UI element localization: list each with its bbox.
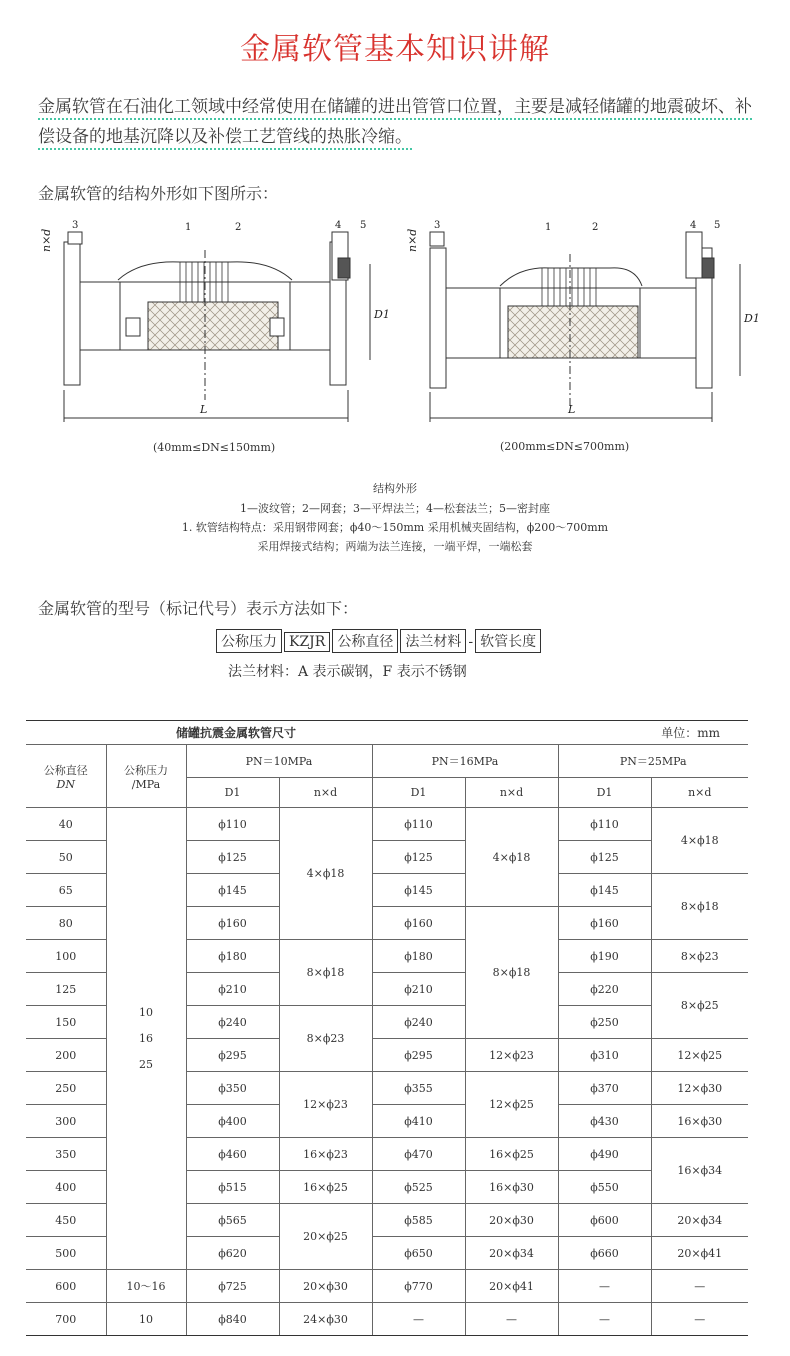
table-cell: ϕ180	[186, 940, 279, 973]
table-cell: ϕ110	[558, 808, 651, 841]
table-cell: ϕ770	[372, 1270, 465, 1303]
part-3-right: 3	[434, 220, 441, 231]
table-cell: ϕ190	[558, 940, 651, 973]
table-cell: 700	[26, 1303, 106, 1336]
left-hose-drawing	[64, 232, 370, 422]
table-cell: ϕ160	[186, 907, 279, 940]
table-cell: 200	[26, 1039, 106, 1072]
table-cell: ϕ145	[558, 874, 651, 907]
table-cell: 20×ϕ30	[465, 1204, 558, 1237]
table-cell: ϕ370	[558, 1072, 651, 1105]
structure-label: 金属软管的结构外形如下图所示：	[38, 184, 279, 203]
table-cell: ϕ180	[372, 940, 465, 973]
table-cell: 8×ϕ18	[651, 874, 748, 940]
table-cell: ϕ125	[186, 841, 279, 874]
left-range-caption: (40mm≤DN≤150mm)	[153, 441, 276, 454]
right-range-caption: (200mm≤DN≤700mm)	[500, 440, 630, 453]
table-cell: ϕ550	[558, 1171, 651, 1204]
table-cell: 20×ϕ41	[651, 1237, 748, 1270]
code-length: 软管长度	[475, 629, 541, 653]
table-cell: ϕ310	[558, 1039, 651, 1072]
header-pn: 公称压力 /MPa	[106, 745, 186, 808]
right-length-label: L	[568, 403, 576, 416]
table-cell: ϕ210	[372, 973, 465, 1006]
table-cell: 16×ϕ25	[279, 1171, 372, 1204]
page-title: 金属软管基本知识讲解	[240, 32, 550, 67]
table-cell: 150	[26, 1006, 106, 1039]
table-cell: —	[651, 1270, 748, 1303]
table-cell: ϕ110	[372, 808, 465, 841]
table-title: 储罐抗震金属软管尺寸	[176, 726, 297, 740]
right-d1-label: D1	[744, 312, 760, 325]
table-cell: 8×ϕ25	[651, 973, 748, 1039]
table-cell: ϕ250	[558, 1006, 651, 1039]
table-cell: ϕ350	[186, 1072, 279, 1105]
table-cell: 16×ϕ23	[279, 1138, 372, 1171]
table-cell: ϕ660	[558, 1237, 651, 1270]
table-cell: 16×ϕ34	[651, 1138, 748, 1204]
header-dn: 公称直径 DN	[26, 745, 106, 808]
table-cell: 10～16	[106, 1270, 186, 1303]
table-cell: ϕ410	[372, 1105, 465, 1138]
table-cell: ϕ525	[372, 1171, 465, 1204]
table-cell: ϕ620	[186, 1237, 279, 1270]
figure-caption-note1: 1. 软管结构特点：采用钢带网套；ϕ40～150mm 采用机械夹固结构，ϕ200～700mm	[181, 521, 609, 534]
table-cell: 4×ϕ18	[465, 808, 558, 907]
sub-d1: D1	[558, 778, 651, 808]
table-cell: ϕ565	[186, 1204, 279, 1237]
table-cell: —	[651, 1303, 748, 1336]
table-cell: 4×ϕ18	[279, 808, 372, 940]
sub-d1: D1	[372, 778, 465, 808]
table-cell: 8×ϕ23	[651, 940, 748, 973]
code-separator: -	[468, 634, 474, 650]
sub-nd: n×d	[279, 778, 372, 808]
pn-main: 10 16 25	[106, 808, 186, 1270]
sub-nd: n×d	[651, 778, 748, 808]
code-kzjr: KZJR	[284, 632, 330, 652]
sub-d1: D1	[186, 778, 279, 808]
table-cell: 20×ϕ34	[465, 1237, 558, 1270]
table-cell: 350	[26, 1138, 106, 1171]
table-cell: 250	[26, 1072, 106, 1105]
table-cell: —	[465, 1303, 558, 1336]
table-cell	[26, 721, 748, 745]
table-cell: 12×ϕ23	[465, 1039, 558, 1072]
table-cell: 12×ϕ25	[465, 1072, 558, 1138]
table-cell: 10	[106, 1303, 186, 1336]
table-cell: 300	[26, 1105, 106, 1138]
left-d1-label: D1	[374, 308, 390, 321]
table-cell: —	[372, 1303, 465, 1336]
table-cell: 12×ϕ30	[651, 1072, 748, 1105]
part-1-left: 1	[185, 222, 192, 233]
figure-caption-note2: 采用焊接式结构；两端为法兰连接，一端平焊，一端松套	[257, 540, 533, 553]
table-cell: 125	[26, 973, 106, 1006]
part-5-left: 5	[360, 220, 367, 231]
table-cell: ϕ240	[372, 1006, 465, 1039]
table-cell: ϕ295	[372, 1039, 465, 1072]
code-diameter: 公称直径	[332, 629, 398, 653]
table-cell: ϕ470	[372, 1138, 465, 1171]
table-cell: ϕ145	[372, 874, 465, 907]
table-cell: 16×ϕ25	[465, 1138, 558, 1171]
table-cell: ϕ160	[372, 907, 465, 940]
table-cell: 16×ϕ30	[465, 1171, 558, 1204]
code-pressure: 公称压力	[216, 629, 282, 653]
figure-caption-parts: 1—波纹管；2—网套；3—平焊法兰；4—松套法兰；5—密封座	[240, 502, 550, 515]
table-cell: ϕ650	[372, 1237, 465, 1270]
table-cell: ϕ515	[186, 1171, 279, 1204]
table-cell: ϕ240	[186, 1006, 279, 1039]
table-cell: 500	[26, 1237, 106, 1270]
table-cell: ϕ110	[186, 808, 279, 841]
table-cell: ϕ490	[558, 1138, 651, 1171]
table-cell: ϕ145	[186, 874, 279, 907]
table-cell: ϕ125	[558, 841, 651, 874]
table-cell: ϕ600	[558, 1204, 651, 1237]
table-cell: ϕ160	[558, 907, 651, 940]
header-pn10: PN＝10MPa	[186, 745, 372, 778]
table-cell: 8×ϕ18	[279, 940, 372, 1006]
table-cell: ϕ210	[186, 973, 279, 1006]
sub-nd: n×d	[465, 778, 558, 808]
right-hose-drawing	[430, 232, 740, 422]
table-cell: ϕ840	[186, 1303, 279, 1336]
table-cell: ϕ430	[558, 1105, 651, 1138]
model-label: 金属软管的型号（标记代号）表示方法如下：	[38, 599, 359, 618]
table-cell: ϕ295	[186, 1039, 279, 1072]
table-cell: 600	[26, 1270, 106, 1303]
table-cell: ϕ220	[558, 973, 651, 1006]
table-cell: 8×ϕ18	[465, 907, 558, 1039]
part-1-right: 1	[545, 222, 552, 233]
table-cell: ϕ460	[186, 1138, 279, 1171]
table-unit: 单位：mm	[661, 726, 720, 740]
part-4-right: 4	[690, 220, 697, 231]
table-cell: 12×ϕ25	[651, 1039, 748, 1072]
header-pn25: PN＝25MPa	[558, 745, 748, 778]
intro-paragraph: 金属软管在石油化工领域中经常使用在储罐的进出管管口位置，主要是减轻储罐的地震破坏、补偿设备的地基沉降以及补偿工艺管线的热胀冷缩。	[38, 92, 758, 152]
table-cell: 12×ϕ23	[279, 1072, 372, 1138]
part-5-right: 5	[714, 220, 721, 231]
table-cell: 4×ϕ18	[651, 808, 748, 874]
dimension-table	[26, 720, 748, 1336]
table-cell: 100	[26, 940, 106, 973]
part-2-right: 2	[592, 222, 599, 233]
right-bolt-label: n×d	[406, 228, 419, 252]
figure-caption-title: 结构外形	[373, 482, 417, 495]
table-cell: 400	[26, 1171, 106, 1204]
table-cell: 16×ϕ30	[651, 1105, 748, 1138]
table-cell: 20×ϕ41	[465, 1270, 558, 1303]
table-cell: 450	[26, 1204, 106, 1237]
table-cell: —	[558, 1270, 651, 1303]
table-cell: 80	[26, 907, 106, 940]
model-code	[216, 629, 543, 653]
table-cell: 65	[26, 874, 106, 907]
table-cell: 24×ϕ30	[279, 1303, 372, 1336]
table-cell: ϕ355	[372, 1072, 465, 1105]
table-cell: 20×ϕ30	[279, 1270, 372, 1303]
part-3-left: 3	[72, 220, 79, 231]
table-cell: ϕ400	[186, 1105, 279, 1138]
part-2-left: 2	[235, 222, 242, 233]
structure-figure	[30, 210, 760, 445]
table-cell: 40	[26, 808, 106, 841]
left-bolt-label: n×d	[40, 228, 53, 252]
table-cell: 50	[26, 841, 106, 874]
table-cell: ϕ725	[186, 1270, 279, 1303]
code-flange: 法兰材料	[400, 629, 466, 653]
table-cell: 8×ϕ23	[279, 1006, 372, 1072]
part-4-left: 4	[335, 220, 342, 231]
table-cell: —	[558, 1303, 651, 1336]
left-length-label: L	[200, 403, 208, 416]
flange-material-note: 法兰材料：A 表示碳钢，F 表示不锈钢	[228, 664, 467, 680]
table-cell: ϕ125	[372, 841, 465, 874]
table-cell: 20×ϕ25	[279, 1204, 372, 1270]
table-cell: ϕ585	[372, 1204, 465, 1237]
header-pn16: PN＝16MPa	[372, 745, 558, 778]
table-cell: 20×ϕ34	[651, 1204, 748, 1237]
